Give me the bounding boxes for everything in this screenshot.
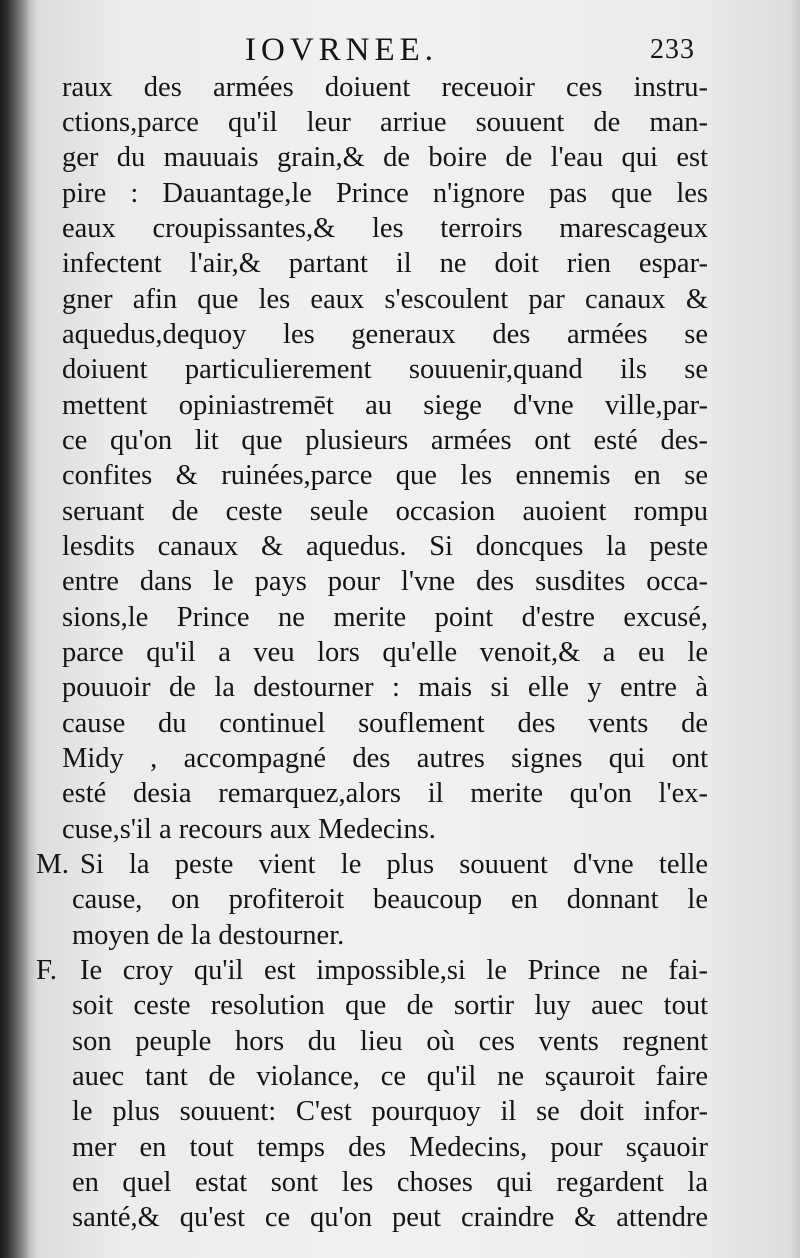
text-line: cause du continuel souflement des vents de	[62, 708, 708, 739]
running-head	[0, 28, 800, 72]
running-title: IOVRNEE.	[245, 32, 439, 68]
text-line: pire : Dauantage,le Prince n'ignore pas que les	[62, 178, 708, 209]
text-line: lesdits canaux & aquedus. Si doncques la peste	[62, 531, 708, 562]
text-line: ger du mauuais grain,& de boire de l'eau qui est	[62, 142, 708, 173]
text-line: moyen de la destourner.	[72, 920, 345, 951]
text-line: en quel estat sont les choses qui regardent la	[72, 1167, 708, 1198]
text-line: seruant de ceste seule occasion auoient rompu	[62, 496, 708, 527]
text-line: gner afin que les eaux s'escoulent par canaux &	[62, 284, 708, 315]
text-line: Midy , accompagné des autres signes qui ont	[62, 743, 708, 774]
page-number: 233	[650, 34, 695, 65]
text-line: infectent l'air,& partant il ne doit rien espar-	[62, 248, 708, 279]
text-line: cause, on profiteroit beaucoup en donnant le	[72, 884, 708, 915]
text-line: parce qu'il a veu lors qu'elle venoit,& a eu le	[62, 637, 708, 668]
text-line: aquedus,dequoy les generaux des armées se	[62, 319, 708, 350]
text-line: confites & ruinées,parce que les ennemis en se	[62, 460, 708, 491]
text-line: Si la peste vient le plus souuent d'vne telle	[80, 849, 708, 880]
speaker-label-m: M.	[36, 848, 70, 880]
text-line: ctions,parce qu'il leur arriue souuent de man-	[62, 107, 708, 138]
text-line: son peuple hors du lieu où ces vents regnent	[72, 1026, 708, 1057]
text-line: mer en tout temps des Medecins, pour sçauoir	[72, 1132, 708, 1163]
text-line: cuse,s'il a recours aux Medecins.	[62, 814, 436, 845]
text-line: ce qu'on lit que plusieurs armées ont esté des-	[62, 425, 708, 456]
text-line: sions,le Prince ne merite point d'estre excusé,	[62, 602, 708, 633]
speaker-label-f: F.	[36, 954, 58, 986]
text-line: doiuent particulierement souuenir,quand ils se	[62, 354, 708, 385]
text-line: soit ceste resolution que de sortir luy auec tout	[72, 990, 708, 1021]
text-line: Ie croy qu'il est impossible,si le Prince ne fai-	[80, 955, 708, 986]
text-line: auec tant de violance, ce qu'il ne sçauroit faire	[72, 1061, 708, 1092]
text-line: santé,& qu'est ce qu'on peut craindre & attendre	[72, 1202, 708, 1233]
text-line: eaux croupissantes,& les terroirs marescageux	[62, 213, 708, 244]
text-line: entre dans le pays pour l'vne des susdites occa-	[62, 566, 708, 597]
text-line: pouuoir de la destourner : mais si elle y entre à	[62, 672, 708, 703]
gutter-shadow	[0, 0, 30, 1258]
text-line: raux des armées doiuent receuoir ces instru-	[62, 72, 708, 103]
text-line: le plus souuent: C'est pourquoy il se doit infor-	[72, 1096, 708, 1127]
text-line: esté desia remarquez,alors il merite qu'on l'ex-	[62, 778, 708, 809]
text-line: mettent opiniastremēt au siege d'vne ville,par-	[62, 390, 708, 421]
